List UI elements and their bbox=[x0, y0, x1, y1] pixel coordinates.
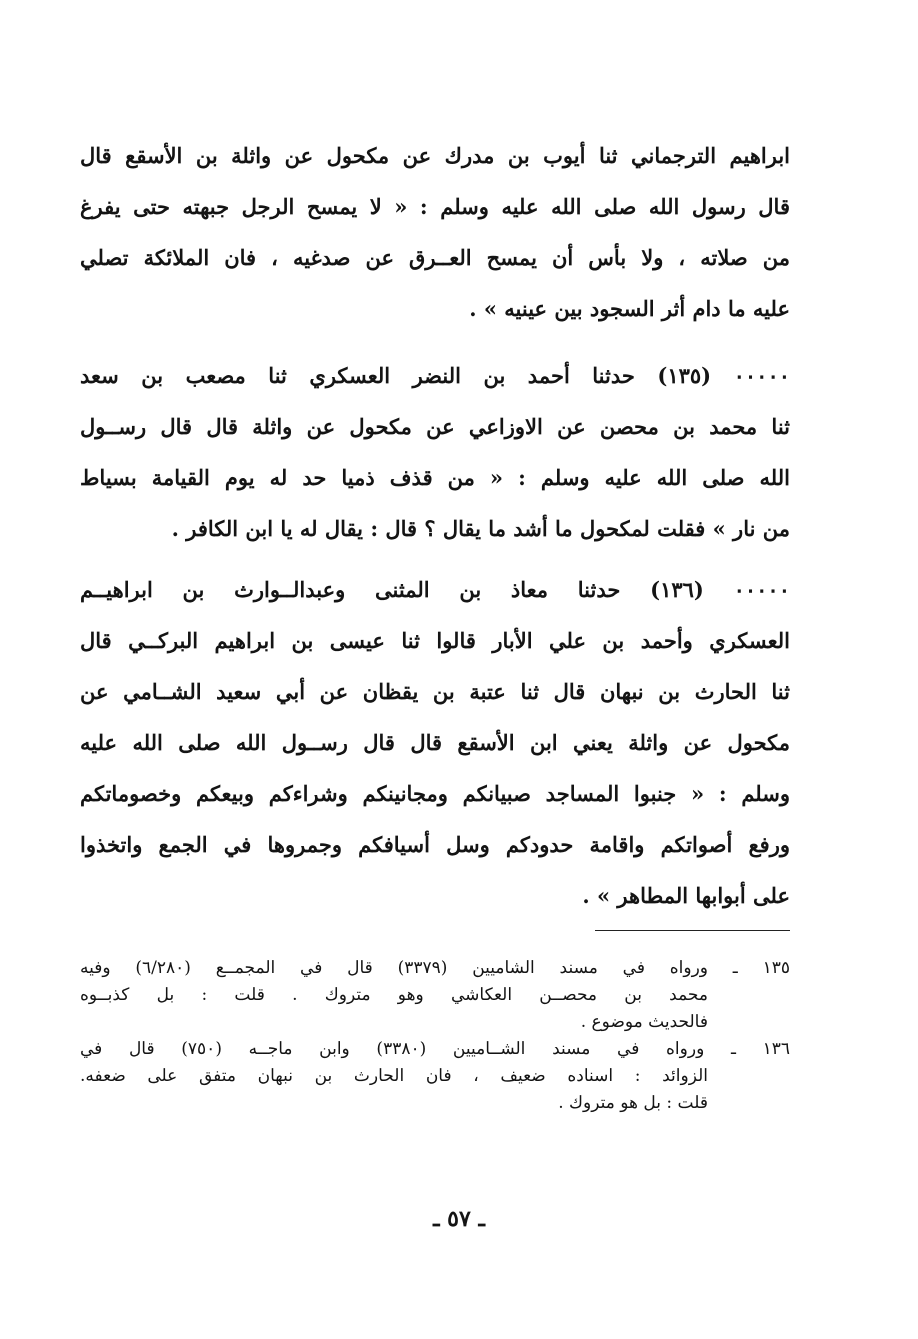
footnote-line: فالحديث موضوع . bbox=[580, 1012, 708, 1032]
footnote-135 bbox=[80, 955, 790, 1036]
text-line: ورفع أصواتكم واقامة حدودكم وسل أسيافكم وجمروها في الجمع واتخذوا bbox=[80, 832, 790, 857]
text-line: ثنا الحارث بن نبهان قال ثنا عتبة بن يقظان عن أبي سعيد الشــامي عن bbox=[80, 679, 790, 704]
text-line: عليه ما دام أثر السجود بين عينيه » . bbox=[469, 296, 790, 321]
text-line: على أبوابها المطاهر » . bbox=[582, 883, 790, 908]
footnotes bbox=[80, 955, 790, 1117]
text-line: من نار » فقلت لمكحول ما أشد ما يقال ؟ قال : يقال له يا ابن الكافر . bbox=[171, 516, 790, 541]
text-line: قال رسول الله صلى الله عليه وسلم : « لا يمسح الرجل جبهته حتى يفرغ bbox=[80, 194, 790, 219]
text-line: العسكري وأحمد بن علي الأبار قالوا ثنا عيسى بن ابراهيم البركــي قال bbox=[80, 628, 790, 653]
footnote-divider bbox=[595, 930, 790, 931]
footnote-line: محمد بن محصــن العكاشي وهو متروك . قلت : بل كذبــوه bbox=[80, 985, 708, 1005]
text-line: ٠٠٠٠٠ (١٣٥) حدثنا أحمد بن النضر العسكري ثنا مصعب بن سعد bbox=[80, 363, 790, 388]
footnote-line: قلت : بل هو متروك . bbox=[558, 1093, 708, 1113]
text-line: من صلاته ، ولا بأس أن يمسح العــرق عن صدغيه ، فان الملائكة تصلي bbox=[80, 245, 790, 270]
footnote-line: ١٣٦ ـ ورواه في مسند الشــاميين (٣٣٨٠) وابن ماجــه (٧٥٠) قال في bbox=[80, 1039, 790, 1059]
hadith-paragraph-136 bbox=[80, 564, 790, 921]
text-line: مكحول عن واثلة يعني ابن الأسقع قال قال رســول الله صلى الله عليه bbox=[80, 730, 790, 755]
page-number: ـ ٥٧ ـ bbox=[433, 1206, 485, 1232]
footnote-136 bbox=[80, 1036, 790, 1117]
text-line: ثنا محمد بن محصن عن الاوزاعي عن مكحول عن واثلة قال قال رســول bbox=[80, 414, 790, 439]
hadith-paragraph-continuation bbox=[80, 130, 790, 334]
hadith-paragraph-135 bbox=[80, 350, 790, 554]
footnote-line: ١٣٥ ـ ورواه في مسند الشاميين (٣٣٧٩) قال في المجمــع (٦/٢٨٠) وفيه bbox=[80, 958, 790, 978]
footnote-line: الزوائد : اسناده ضعيف ، فان الحارث بن نبهان متفق على ضعفه. bbox=[80, 1066, 708, 1086]
text-line: وسلم : « جنبوا المساجد صبيانكم ومجانينكم وشراءكم وبيعكم وخصوماتكم bbox=[80, 781, 790, 806]
text-line: ابراهيم الترجماني ثنا أيوب بن مدرك عن مكحول عن واثلة بن الأسقع قال bbox=[80, 143, 790, 168]
text-line: ٠٠٠٠٠ (١٣٦) حدثنا معاذ بن المثنى وعبدالــوارث بن ابراهيــم bbox=[80, 577, 790, 602]
text-line: الله صلى الله عليه وسلم : « من قذف ذميا حد له يوم القيامة بسياط bbox=[80, 465, 790, 490]
